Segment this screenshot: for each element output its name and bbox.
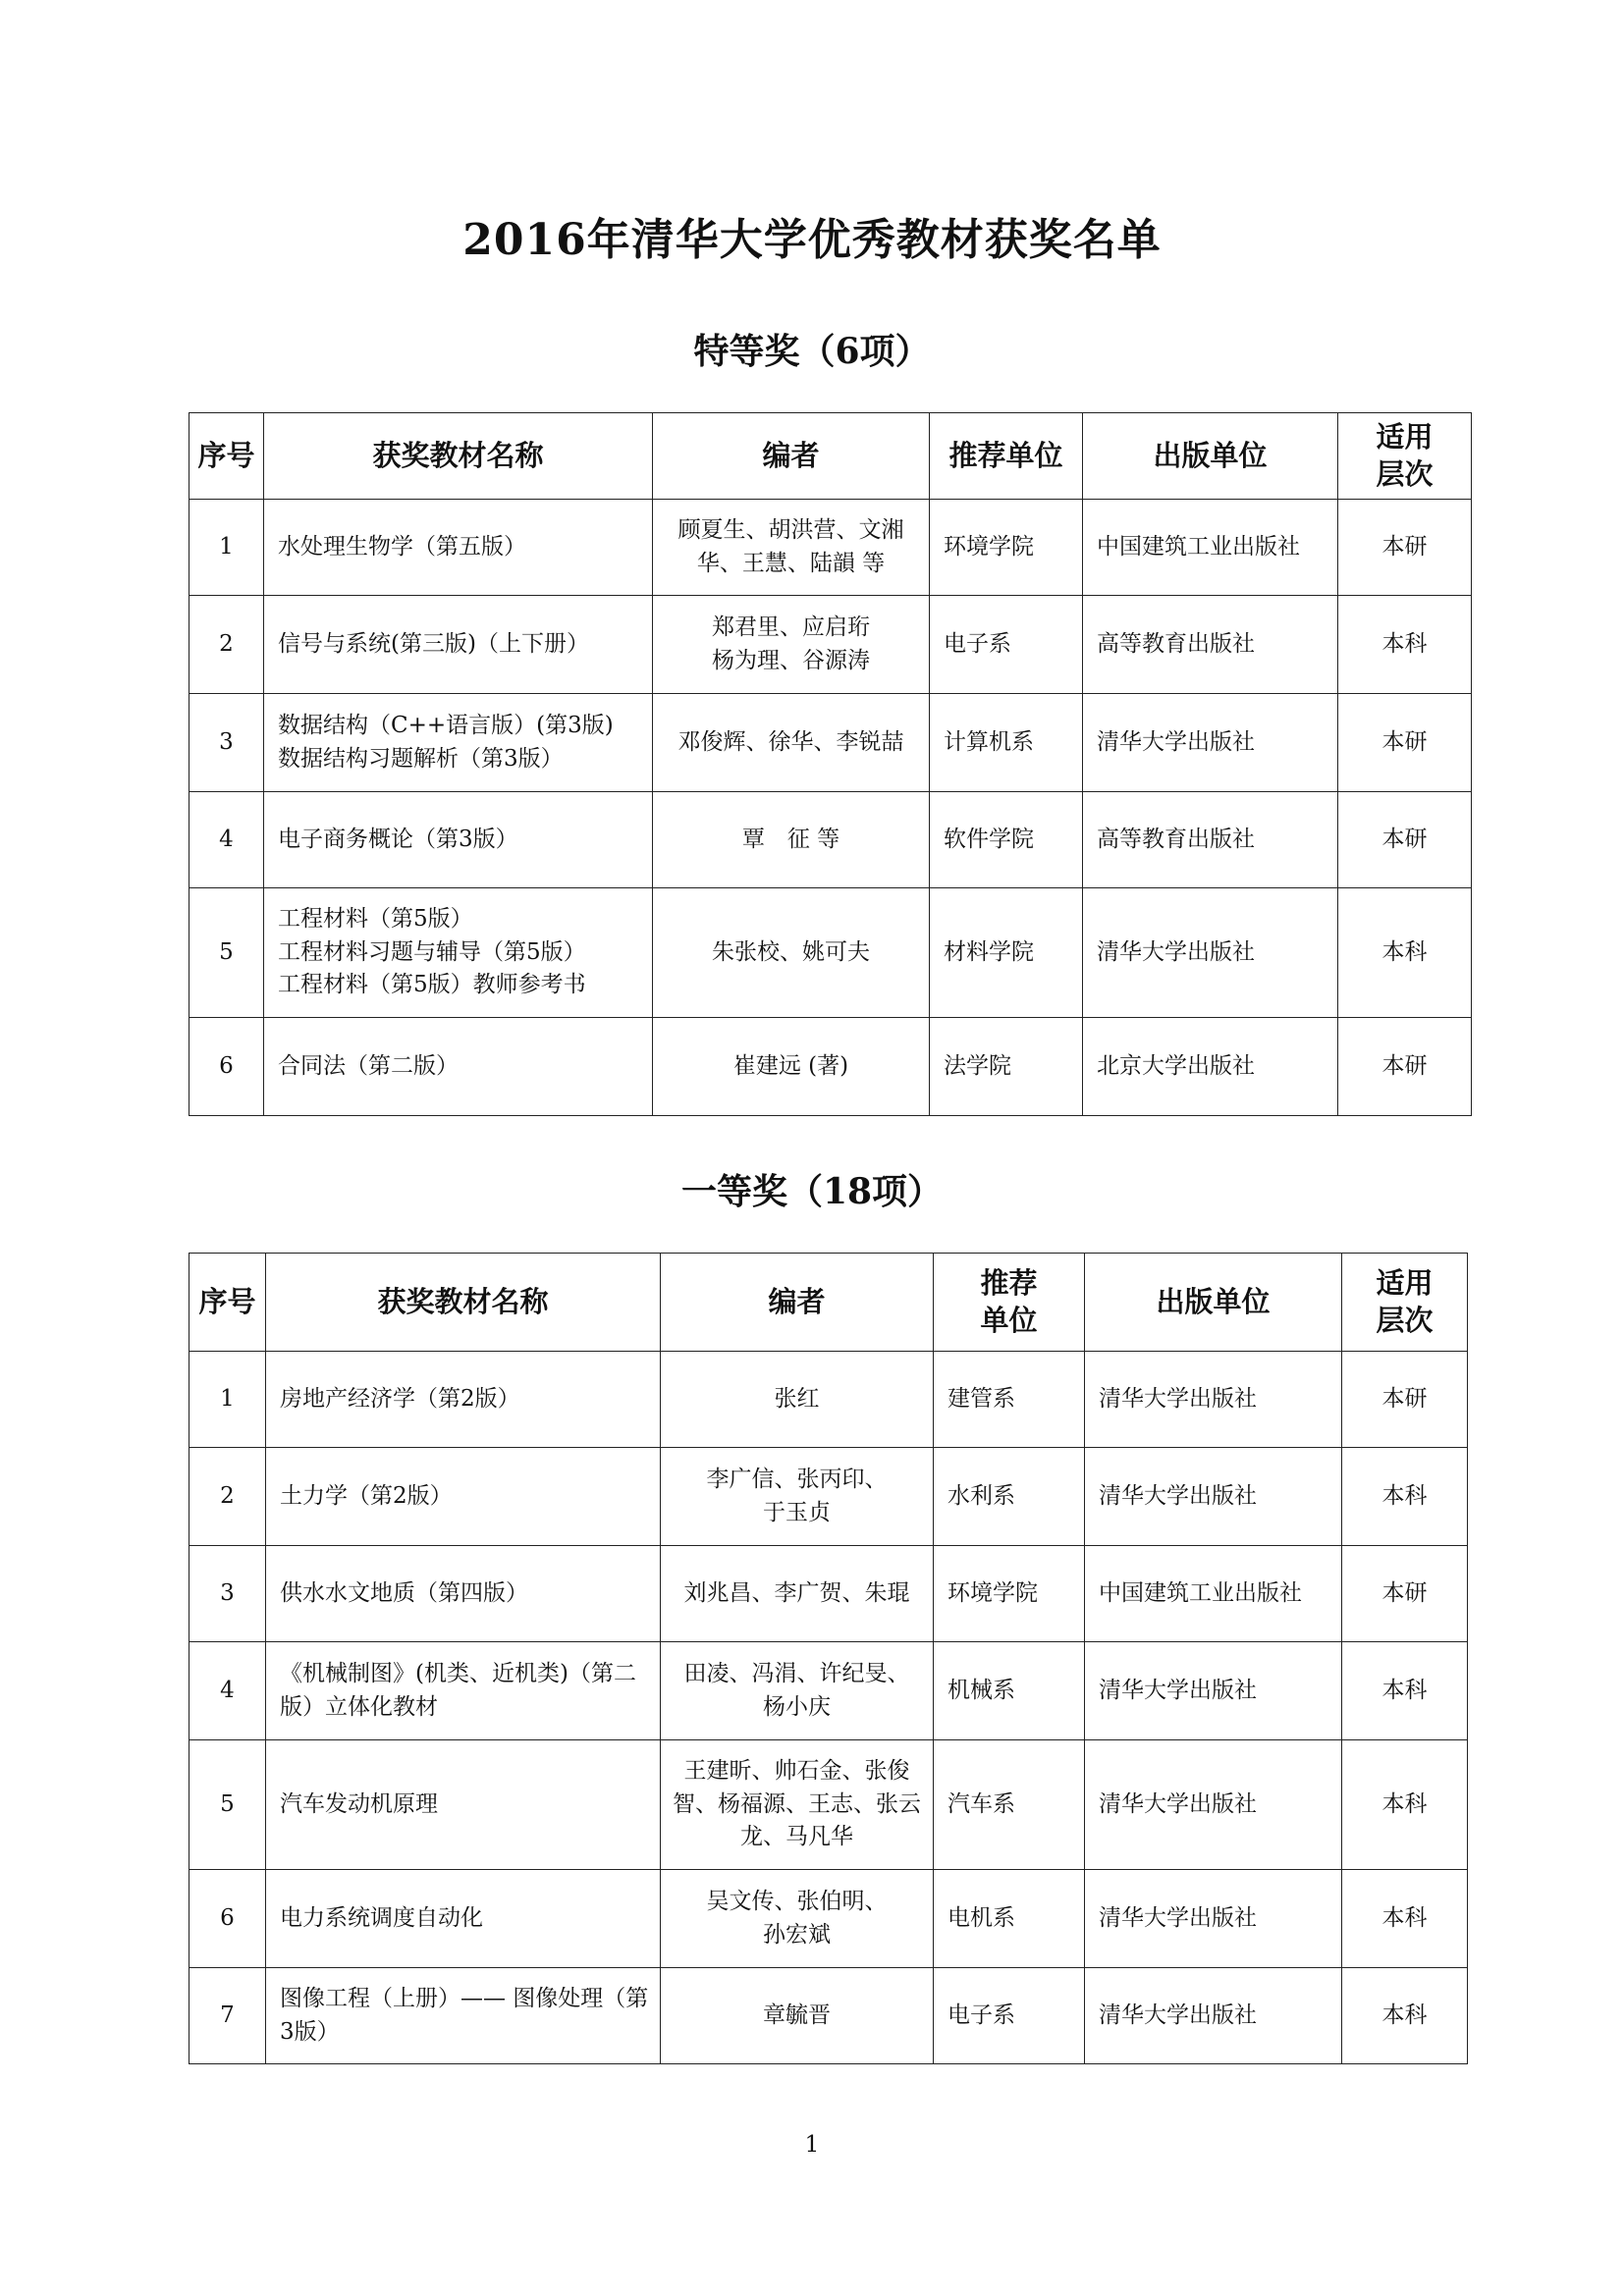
textbook-name: 汽车发动机原理 bbox=[266, 1740, 661, 1870]
recommending-unit: 汽车系 bbox=[934, 1740, 1085, 1870]
row-number: 5 bbox=[189, 888, 264, 1018]
publisher-name: 清华大学出版社 bbox=[1085, 1968, 1342, 2064]
publisher-name: 清华大学出版社 bbox=[1083, 694, 1338, 792]
header-author: 编者 bbox=[661, 1254, 934, 1352]
row-number: 7 bbox=[189, 1968, 266, 2064]
table-header-row bbox=[189, 413, 1472, 500]
publisher-name: 中国建筑工业出版社 bbox=[1085, 1546, 1342, 1642]
table-row bbox=[189, 888, 1472, 1018]
recommending-unit: 法学院 bbox=[930, 1018, 1083, 1116]
row-number: 6 bbox=[189, 1018, 264, 1116]
header-no: 序号 bbox=[189, 1254, 266, 1352]
textbook-name: 合同法（第二版） bbox=[264, 1018, 653, 1116]
row-number: 2 bbox=[189, 1448, 266, 1546]
publisher-name: 清华大学出版社 bbox=[1085, 1352, 1342, 1448]
author-names: 王建昕、帅石金、张俊智、杨福源、王志、张云龙、马凡华 bbox=[661, 1740, 934, 1870]
row-number: 3 bbox=[189, 1546, 266, 1642]
publisher-name: 清华大学出版社 bbox=[1085, 1740, 1342, 1870]
row-number: 4 bbox=[189, 1642, 266, 1740]
recommending-unit: 材料学院 bbox=[930, 888, 1083, 1018]
textbook-name: 房地产经济学（第2版） bbox=[266, 1352, 661, 1448]
level-value: 本科 bbox=[1342, 1448, 1468, 1546]
award-table-special bbox=[189, 412, 1472, 1116]
header-level: 适用 层次 bbox=[1342, 1254, 1468, 1352]
row-number: 6 bbox=[189, 1870, 266, 1968]
table-row bbox=[189, 1448, 1468, 1546]
recommending-unit: 计算机系 bbox=[930, 694, 1083, 792]
recommending-unit: 环境学院 bbox=[934, 1546, 1085, 1642]
table-row bbox=[189, 1546, 1468, 1642]
author-names: 张红 bbox=[661, 1352, 934, 1448]
section-title-first: 一等奖（18项） bbox=[680, 1171, 944, 1212]
recommending-unit: 机械系 bbox=[934, 1642, 1085, 1740]
textbook-name: 电子商务概论（第3版） bbox=[264, 792, 653, 888]
textbook-name: 水处理生物学（第五版） bbox=[264, 500, 653, 596]
recommending-unit: 环境学院 bbox=[930, 500, 1083, 596]
level-value: 本科 bbox=[1342, 1642, 1468, 1740]
header-level: 适用 层次 bbox=[1338, 413, 1472, 500]
author-names: 郑君里、应启珩 杨为理、谷源涛 bbox=[653, 596, 930, 694]
publisher-name: 中国建筑工业出版社 bbox=[1083, 500, 1338, 596]
award-table-first bbox=[189, 1253, 1468, 2064]
author-names: 邓俊辉、徐华、李锐喆 bbox=[653, 694, 930, 792]
author-names: 刘兆昌、李广贺、朱琨 bbox=[661, 1546, 934, 1642]
level-value: 本研 bbox=[1342, 1546, 1468, 1642]
table-row bbox=[189, 1870, 1468, 1968]
author-names: 田凌、冯涓、许纪旻、 杨小庆 bbox=[661, 1642, 934, 1740]
header-publisher: 出版单位 bbox=[1085, 1254, 1342, 1352]
table-row bbox=[189, 1352, 1468, 1448]
textbook-name: 数据结构（C++语言版）(第3版) 数据结构习题解析（第3版） bbox=[264, 694, 653, 792]
textbook-name: 图像工程（上册）—— 图像处理（第3版） bbox=[266, 1968, 661, 2064]
level-value: 本研 bbox=[1338, 1018, 1472, 1116]
recommending-unit: 水利系 bbox=[934, 1448, 1085, 1546]
author-names: 覃 征 等 bbox=[653, 792, 930, 888]
table-header-row bbox=[189, 1254, 1468, 1352]
table-row bbox=[189, 1018, 1472, 1116]
textbook-name: 土力学（第2版） bbox=[266, 1448, 661, 1546]
header-name: 获奖教材名称 bbox=[264, 413, 653, 500]
page-number: 1 bbox=[804, 2132, 820, 2158]
page-title: 2016年清华大学优秀教材获奖名单 bbox=[462, 215, 1162, 265]
level-value: 本科 bbox=[1342, 1870, 1468, 1968]
author-names: 章毓晋 bbox=[661, 1968, 934, 2064]
header-name: 获奖教材名称 bbox=[266, 1254, 661, 1352]
section-title-special: 特等奖（6项） bbox=[693, 331, 931, 372]
recommending-unit: 软件学院 bbox=[930, 792, 1083, 888]
table-row bbox=[189, 694, 1472, 792]
recommending-unit: 电机系 bbox=[934, 1870, 1085, 1968]
table-row bbox=[189, 1642, 1468, 1740]
textbook-name: 工程材料（第5版） 工程材料习题与辅导（第5版） 工程材料（第5版）教师参考书 bbox=[264, 888, 653, 1018]
level-value: 本研 bbox=[1338, 500, 1472, 596]
publisher-name: 北京大学出版社 bbox=[1083, 1018, 1338, 1116]
recommending-unit: 建管系 bbox=[934, 1352, 1085, 1448]
recommending-unit: 电子系 bbox=[930, 596, 1083, 694]
header-publisher: 出版单位 bbox=[1083, 413, 1338, 500]
table-row bbox=[189, 500, 1472, 596]
author-names: 崔建远 (著) bbox=[653, 1018, 930, 1116]
level-value: 本科 bbox=[1338, 888, 1472, 1018]
textbook-name: 信号与系统(第三版)（上下册） bbox=[264, 596, 653, 694]
row-number: 5 bbox=[189, 1740, 266, 1870]
level-value: 本科 bbox=[1342, 1968, 1468, 2064]
row-number: 1 bbox=[189, 1352, 266, 1448]
table-row bbox=[189, 1740, 1468, 1870]
level-value: 本研 bbox=[1342, 1352, 1468, 1448]
level-value: 本研 bbox=[1338, 694, 1472, 792]
row-number: 4 bbox=[189, 792, 264, 888]
publisher-name: 高等教育出版社 bbox=[1083, 596, 1338, 694]
row-number: 2 bbox=[189, 596, 264, 694]
header-no: 序号 bbox=[189, 413, 264, 500]
textbook-name: 电力系统调度自动化 bbox=[266, 1870, 661, 1968]
author-names: 朱张校、姚可夫 bbox=[653, 888, 930, 1018]
publisher-name: 清华大学出版社 bbox=[1083, 888, 1338, 1018]
publisher-name: 清华大学出版社 bbox=[1085, 1870, 1342, 1968]
publisher-name: 高等教育出版社 bbox=[1083, 792, 1338, 888]
author-names: 吴文传、张伯明、 孙宏斌 bbox=[661, 1870, 934, 1968]
textbook-name: 供水水文地质（第四版） bbox=[266, 1546, 661, 1642]
level-value: 本科 bbox=[1342, 1740, 1468, 1870]
header-unit: 推荐单位 bbox=[930, 413, 1083, 500]
table-row bbox=[189, 792, 1472, 888]
publisher-name: 清华大学出版社 bbox=[1085, 1448, 1342, 1546]
publisher-name: 清华大学出版社 bbox=[1085, 1642, 1342, 1740]
textbook-name: 《机械制图》(机类、近机类)（第二版）立体化教材 bbox=[266, 1642, 661, 1740]
table-row bbox=[189, 1968, 1468, 2064]
header-author: 编者 bbox=[653, 413, 930, 500]
row-number: 3 bbox=[189, 694, 264, 792]
level-value: 本研 bbox=[1338, 792, 1472, 888]
recommending-unit: 电子系 bbox=[934, 1968, 1085, 2064]
header-unit: 推荐 单位 bbox=[934, 1254, 1085, 1352]
row-number: 1 bbox=[189, 500, 264, 596]
author-names: 李广信、张丙印、 于玉贞 bbox=[661, 1448, 934, 1546]
level-value: 本科 bbox=[1338, 596, 1472, 694]
table-row bbox=[189, 596, 1472, 694]
author-names: 顾夏生、胡洪营、文湘华、王慧、陆韻 等 bbox=[653, 500, 930, 596]
